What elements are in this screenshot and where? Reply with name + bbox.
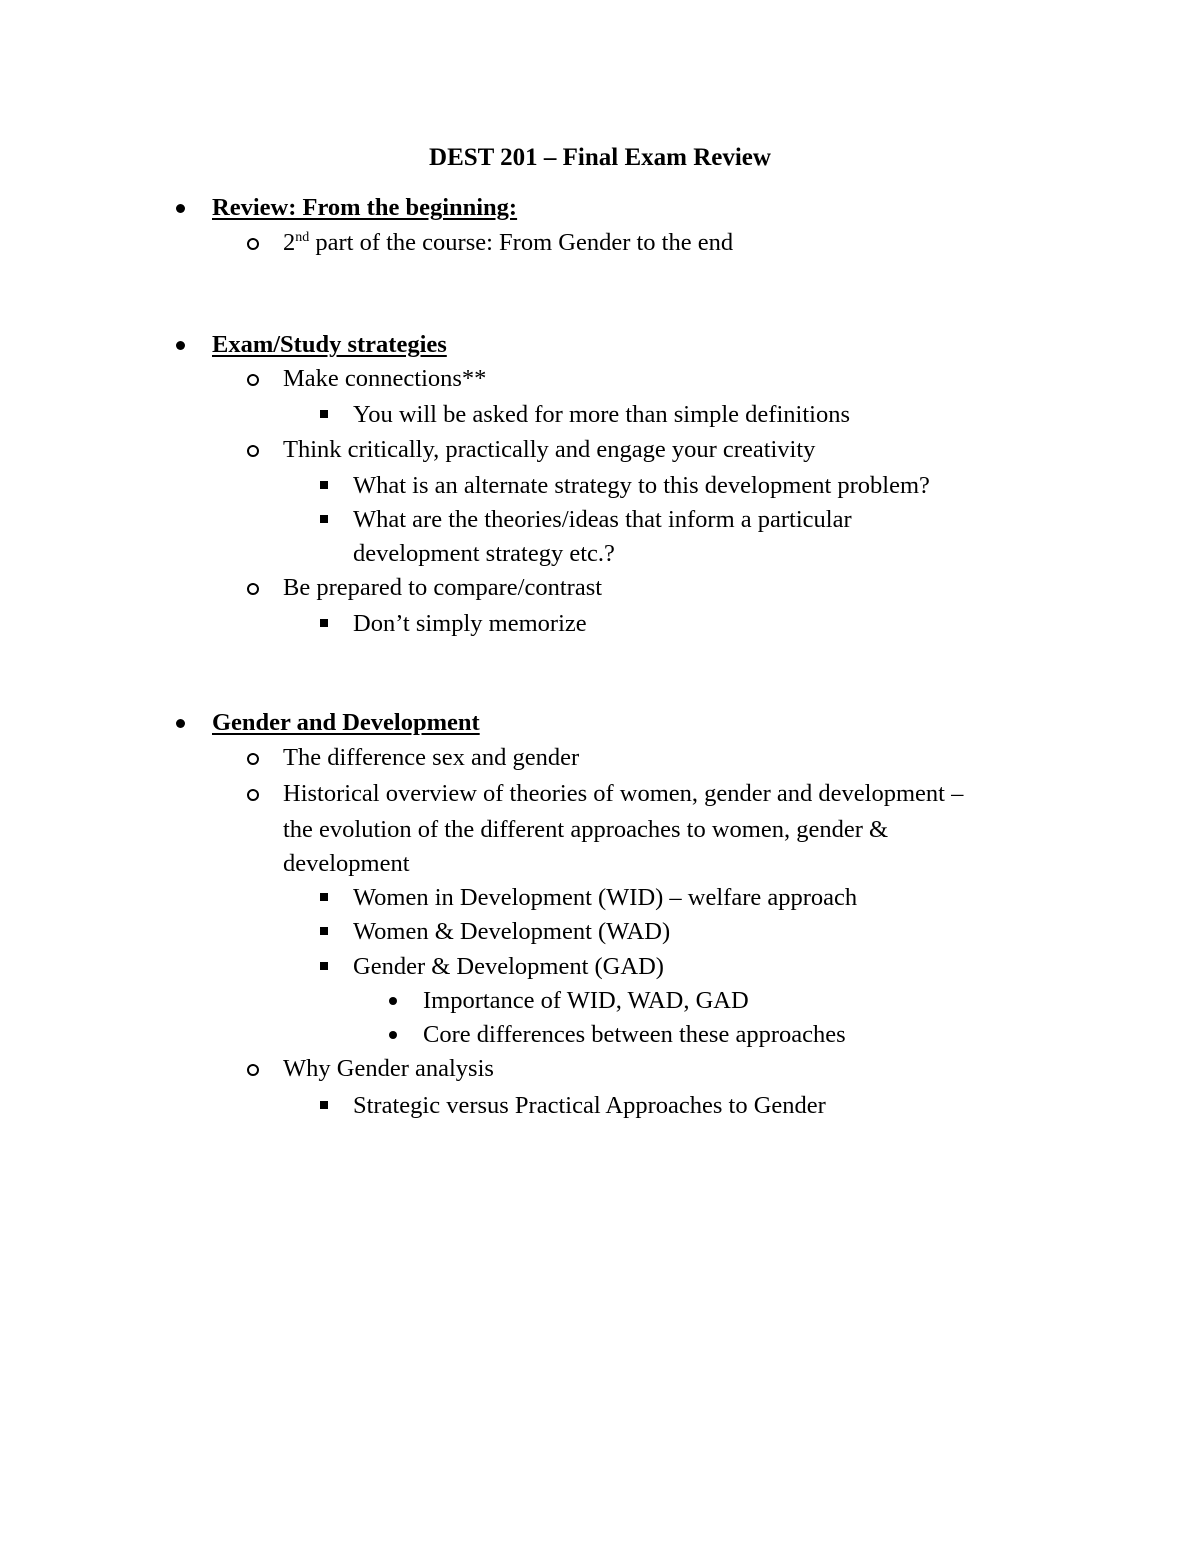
bullet-square-icon xyxy=(320,927,328,935)
bullet-disc-icon xyxy=(176,341,185,350)
sub-list-item: Gender & Development (GAD) xyxy=(353,953,664,980)
bullet-square-icon xyxy=(320,481,328,489)
document-title: DEST 201 – Final Exam Review xyxy=(429,144,771,171)
bullet-circle-icon xyxy=(247,374,259,386)
bullet-disc-icon xyxy=(176,204,185,213)
list-item-course-part xyxy=(283,227,733,259)
sub-list-item: Don’t simply memorize xyxy=(353,610,587,637)
bullet-square-icon xyxy=(320,962,328,970)
bullet-circle-icon xyxy=(247,1064,259,1076)
bullet-square-icon xyxy=(320,1101,328,1109)
bullet-square-icon xyxy=(320,410,328,418)
sub-list-item: Women in Development (WID) – welfare approach xyxy=(353,884,858,911)
section-heading-review: Review: From the beginning: xyxy=(212,194,518,221)
list-item: Think critically, practically and engage your creativity xyxy=(283,436,816,463)
sub-list-item: What are the theories/ideas that inform a particular xyxy=(353,506,852,533)
sub-sub-list-item: Importance of WID, WAD, GAD xyxy=(423,987,749,1014)
list-item: Historical overview of theories of women, gender and development – xyxy=(283,780,964,807)
section-heading-gender: Gender and Development xyxy=(212,709,480,736)
bullet-circle-icon xyxy=(247,445,259,457)
bullet-dot-icon xyxy=(389,997,397,1005)
sub-sub-list-item: Core differences between these approaches xyxy=(423,1021,846,1048)
bullet-square-icon xyxy=(320,893,328,901)
bullet-dot-icon xyxy=(389,1031,397,1039)
bullet-circle-icon xyxy=(247,753,259,765)
bullet-square-icon xyxy=(320,619,328,627)
superscript: nd xyxy=(295,230,310,245)
list-item-continuation: development xyxy=(283,850,410,877)
list-item-continuation: the evolution of the different approaches to women, gender & xyxy=(283,816,889,843)
bullet-circle-icon xyxy=(247,789,259,801)
list-item: The difference sex and gender xyxy=(283,744,580,771)
section-heading-strategies: Exam/Study strategies xyxy=(212,331,447,358)
list-item: Be prepared to compare/contrast xyxy=(283,574,603,601)
sub-list-item-continuation: development strategy etc.? xyxy=(353,540,615,567)
item-text: 2 xyxy=(283,229,296,256)
sub-list-item: Strategic versus Practical Approaches to Gender xyxy=(353,1092,826,1119)
sub-list-item: You will be asked for more than simple definitions xyxy=(353,401,850,428)
bullet-disc-icon xyxy=(176,719,185,728)
bullet-square-icon xyxy=(320,515,328,523)
sub-list-item: Women & Development (WAD) xyxy=(353,918,671,945)
sub-list-item: What is an alternate strategy to this development problem? xyxy=(353,472,930,499)
bullet-circle-icon xyxy=(247,583,259,595)
bullet-circle-icon xyxy=(247,238,259,250)
item-text: part of the course: From Gender to the end xyxy=(309,229,734,256)
list-item: Make connections** xyxy=(283,365,487,392)
list-item: Why Gender analysis xyxy=(283,1055,494,1082)
